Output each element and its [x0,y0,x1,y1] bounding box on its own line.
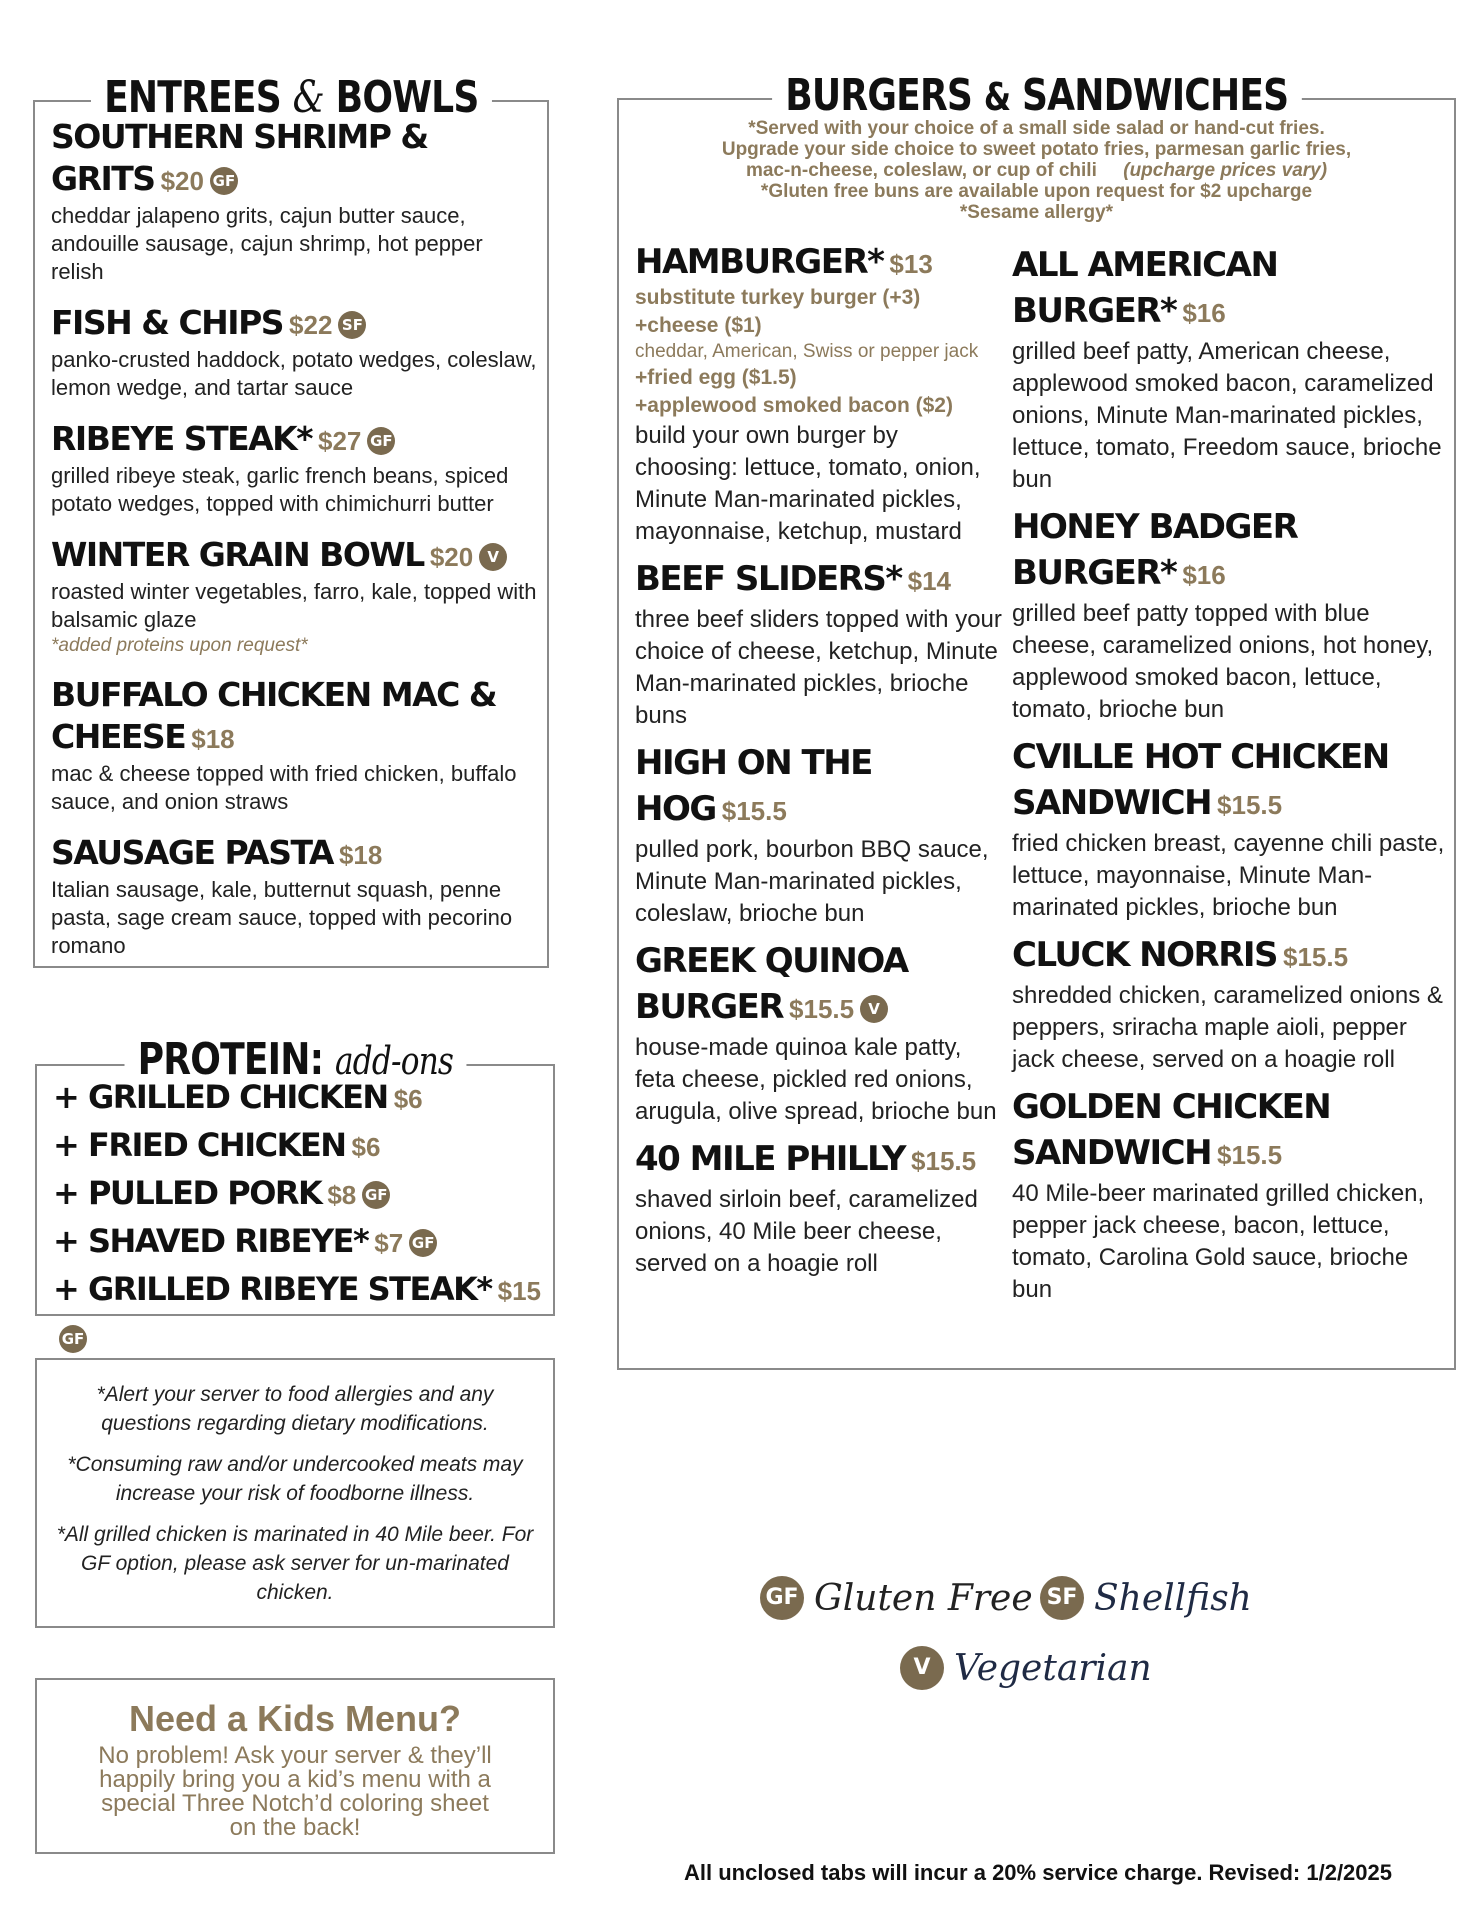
item-price: $6 [351,1132,381,1162]
item-price: $16 [1182,298,1226,328]
item-desc: Italian sausage, kale, butternut squash, penne pasta, sage cream sauce, topped with pecorino romano [51,877,513,958]
entrees-title: ENTREES & BOWLS [35,72,547,123]
gf-badge-icon: GF [409,1229,437,1257]
item-note: *added proteins upon request* [51,635,308,656]
item-desc: shredded chicken, caramelized onions & peppers, sriracha maple aioli, pepper jack cheese, served on a hoagie roll [1012,982,1443,1073]
item-desc: cheddar jalapeno grits, cajun butter sauce, andouille sausage, cajun shrimp, hot pepper relish [51,203,483,284]
item-desc: mac & cheese topped with fried chicken, buffalo sauce, and onion straws [51,761,517,814]
menu-item [51,674,537,816]
item-desc: build your own burger by choosing: lettuce, tomato, onion, Minute Man-marinated pickles, mayonnaise, ketchup, mustard [635,422,981,545]
burgers-left-column [635,242,1005,1288]
item-name: BUFFALO CHICKEN MAC & CHEESE $18 [51,675,497,756]
item-price: $15.5 [721,796,787,826]
gf-badge-icon: GF [362,1181,390,1209]
legend-label: Gluten Free [814,1577,1033,1619]
item-name: RIBEYE STEAK* $27 GF [51,418,537,462]
item-name: 40 MILE PHILLY $15.5 [635,1139,977,1179]
protein-addon-item: + GRILLED CHICKEN $6 [53,1078,423,1116]
item-name: SOUTHERN SHRIMP & GRITS $20 GF [51,117,428,198]
item-price: $8 [327,1180,357,1210]
item-price: $22 [289,310,333,340]
burgers-right-column [1012,242,1448,1314]
v-badge-icon: V [860,995,888,1023]
item-desc: pulled pork, bourbon BBQ sauce, Minute Man-marinated pickles, coleslaw, brioche bun [635,836,989,927]
legend-label: Vegetarian [954,1647,1152,1689]
gf-badge-icon: GF [760,1576,804,1620]
item-price: $15.5 [1283,942,1349,972]
menu-item [51,418,537,518]
item-name: GOLDEN CHICKEN SANDWICH $15.5 [1012,1087,1331,1173]
item-desc: grilled beef patty, American cheese, applewood smoked bacon, caramelized onions, Minute Man-marinated pickles, lettuce, tomato, Freedom sauce, brioche bun [1012,338,1442,493]
alerts-box [35,1358,555,1628]
burgers-section [617,70,1456,1370]
menu-item [1012,1084,1448,1306]
item-desc: roasted winter vegetables, farro, kale, topped with balsamic glaze [51,579,537,632]
sf-badge-icon: SF [338,311,366,339]
menu-item-hamburger [635,242,1005,548]
footer-note: All unclosed tabs will incur a 20% service charge. Revised: 1/2/2025 [684,1860,1392,1885]
item-name: HIGH ON THE HOG $15.5 [635,743,872,829]
v-badge-icon: V [900,1646,944,1690]
menu-item [1012,242,1448,496]
menu-item [635,1136,1005,1280]
burgers-title: BURGERS & SANDWICHES [619,70,1454,121]
item-name: WINTER GRAIN BOWL $20 V [51,534,537,578]
menu-item [1012,734,1448,924]
protein-addon-item: + SHAVED RIBEYE* $7 GF [53,1218,543,1266]
item-name: ALL AMERICAN BURGER* $16 [1012,245,1278,331]
alert-allergies: *Alert your server to food allergies and any questions regarding dietary modifications. [96,1383,494,1435]
intro-line-3: mac-n-cheese, coleslaw, or cup of chili (upcharge prices vary) [745,160,1328,181]
item-name: CVILLE HOT CHICKEN SANDWICH $15.5 [1012,737,1389,823]
item-price: $27 [318,426,362,456]
menu-item [635,938,1005,1128]
item-name: GREEK QUINOA BURGER $15.5 V [635,941,908,1027]
kids-title: Need a Kids Menu? [128,1698,462,1739]
entrees-section [33,72,549,968]
menu-item [51,302,537,402]
item-desc: shaved sirloin beef, caramelized onions, 40 Mile beer cheese, served on a hoagie roll [635,1186,978,1277]
item-desc: grilled ribeye steak, garlic french beans, spiced potato wedges, topped with chimichurri butter [51,463,509,516]
protein-addon-item: + FRIED CHICKEN $6 [53,1126,381,1164]
item-price: $15.5 [911,1146,977,1176]
item-price: $18 [338,840,383,870]
item-desc: house-made quinoa kale patty, feta cheese, pickled red onions, arugula, olive spread, brioche bun [635,1034,997,1125]
legend-label: Shellfish [1094,1577,1252,1619]
alert-grilled-chicken: *All grilled chicken is marinated in 40 Mile beer. For GF option, please ask server for un-marinated chicken. [56,1523,534,1604]
item-name: HONEY BADGER BURGER* $16 [1012,507,1298,593]
item-desc: panko-crusted haddock, potato wedges, coleslaw, lemon wedge, and tartar sauce [51,347,537,400]
gf-badge-icon: GF [367,427,395,455]
item-price: $6 [393,1084,423,1114]
menu-item [51,534,537,658]
menu-item [1012,932,1448,1076]
intro-line-2: Upgrade your side choice to sweet potato fries, parmesan garlic fries, [721,139,1352,160]
item-name: FISH & CHIPS $22 SF [51,302,537,346]
intro-line-4: *Gluten free buns are available upon request for $2 upcharge [760,181,1313,202]
protein-title: PROTEIN: add-ons [37,1034,553,1085]
burgers-left-list [635,556,1005,1280]
entrees-list [51,116,537,976]
menu-item [635,740,1005,930]
menu-item [51,116,537,286]
item-name: CLUCK NORRIS $15.5 [1012,935,1349,975]
hamburger-option-egg: +fried egg ($1.5) [635,366,797,389]
item-price: $20 [160,166,204,196]
item-desc: fried chicken breast, cayenne chili paste, lettuce, mayonnaise, Minute Man-marinated pickles, brioche bun [1012,830,1445,921]
hamburger-option-turkey: substitute turkey burger (+3) [635,286,921,309]
item-price: $15.5 [789,994,855,1024]
item-desc: grilled beef patty topped with blue cheese, caramelized onions, hot honey, applewood smoked bacon, lettuce, tomato, brioche bun [1012,600,1434,723]
protein-list [53,1074,543,1360]
item-name: BEEF SLIDERS* $14 [635,559,952,599]
kids-box [35,1678,555,1854]
item-price: $15 [497,1276,541,1306]
item-price: $15.5 [1217,1140,1283,1170]
item-price: $15.5 [1217,790,1283,820]
item-price: $16 [1182,560,1226,590]
menu-item [51,832,537,960]
sf-badge-icon: SF [1040,1576,1084,1620]
burgers-intro [639,118,1434,223]
item-name: HAMBURGER* $13 [635,242,933,282]
alert-raw-meats: *Consuming raw and/or undercooked meats may increase your risk of foodborne illness. [67,1453,523,1505]
intro-line-5: *Sesame allergy* [959,202,1114,223]
protein-addon-item: + GRILLED RIBEYE STEAK* $15GF [53,1266,543,1360]
item-name: SAUSAGE PASTA $18 [51,833,383,872]
legend-vegetarian [900,1646,1152,1690]
kids-text: No problem! Ask your server & they’ll happily bring you a kid’s menu with a special Three Notch’d coloring sheet on the back! [98,1742,492,1841]
legend-shellfish [1040,1576,1252,1620]
gf-badge-icon: GF [59,1325,87,1353]
protein-addon-item: + PULLED PORK $8 GF [53,1170,543,1218]
item-desc: 40 Mile-beer marinated grilled chicken, pepper jack cheese, bacon, lettuce, tomato, Carolina Gold sauce, brioche bun [1012,1180,1425,1303]
menu-item [635,556,1005,732]
hamburger-option-bacon: +applewood smoked bacon ($2) [635,394,953,417]
item-price: $14 [907,566,952,596]
item-price: $7 [374,1228,404,1258]
menu-item [1012,504,1448,726]
hamburger-option-cheese: +cheese ($1) [635,314,762,337]
legend-gluten-free [760,1576,1033,1620]
protein-section [35,1034,555,1348]
v-badge-icon: V [479,543,507,571]
item-price: $20 [429,542,474,572]
gf-badge-icon: GF [210,167,238,195]
hamburger-cheese-types: cheddar, American, Swiss or pepper jack [635,341,979,362]
item-price: $18 [191,724,235,754]
intro-line-1: *Served with your choice of a small side salad or hand-cut fries. [748,118,1325,139]
item-desc: three beef sliders topped with your choice of cheese, ketchup, Minute Man-marinated pickles, brioche buns [635,606,1002,729]
